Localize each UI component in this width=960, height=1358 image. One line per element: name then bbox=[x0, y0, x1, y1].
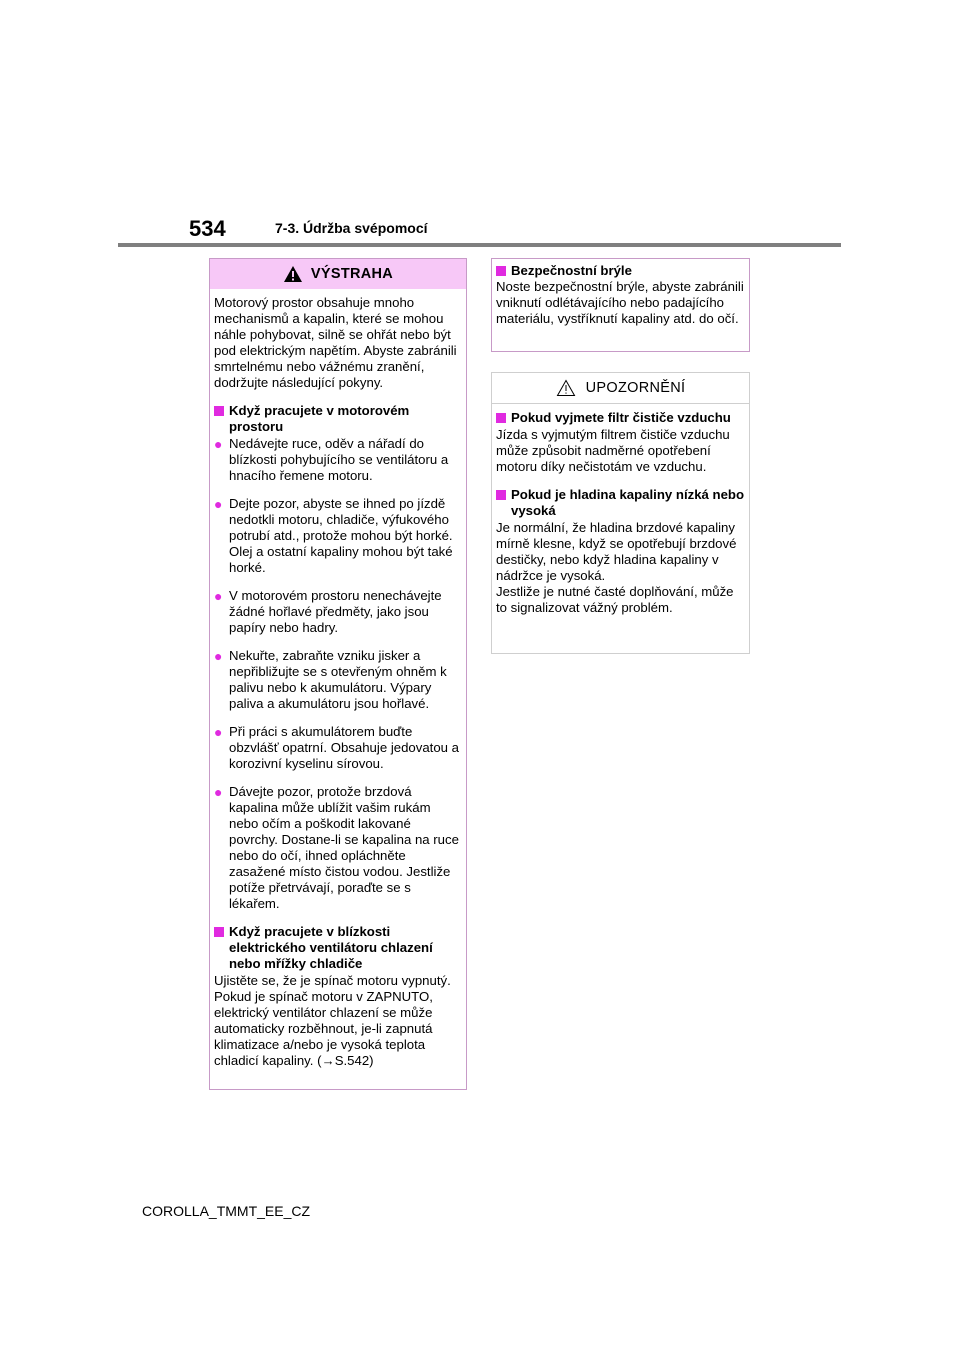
caution-body bbox=[492, 404, 749, 616]
warning-bullet: ● Při práci s akumulátorem buďte obzvlášť opatrní. Obsahuje jedovatou a korozivní kyselinu sírovou. bbox=[214, 724, 460, 771]
bullet-dot-icon: ● bbox=[214, 496, 223, 512]
caution-item-text: Jízda s vyjmutým filtrem čističe vzduchu může způsobit nadměrné opotřebení motoru díky nečistotám ve vzduchu. bbox=[496, 427, 730, 474]
bullet-dot-icon: ● bbox=[214, 784, 223, 800]
warning-body bbox=[210, 289, 466, 1069]
warning-section-heading: Když pracujete v motorovém prostoru bbox=[214, 403, 462, 435]
warning-bullet: ● Dejte pozor, abyste se ihned po jízdě nedotkli motoru, chladiče, výfukového potrubí atd., protože mohou být horké. Olej a ostatní kapaliny mohou být také horké. bbox=[214, 496, 453, 575]
warning-bullet: ● Dávejte pozor, protože brzdová kapalina může ublížit vašim rukám nebo očím a poškodit lakované povrchy. Dostane-li se kapalina na ruce nebo do očí, ihned opláchněte zasažené místo čistou vodou. Jestliže potíže přetrvávají, poraďte se s lékařem. bbox=[214, 784, 459, 911]
warning-section2-text: Ujistěte se, že je spínač motoru vypnutý. bbox=[214, 973, 451, 988]
warning-header bbox=[210, 259, 466, 289]
glasses-body bbox=[492, 259, 749, 327]
caution-box bbox=[491, 372, 750, 654]
warning-title: VÝSTRAHA bbox=[310, 266, 394, 282]
section-title: 7-3. Údržba svépomocí bbox=[275, 220, 428, 236]
glasses-box bbox=[491, 258, 750, 352]
caution-header bbox=[492, 373, 749, 404]
caution-title: UPOZORNĚNÍ bbox=[585, 380, 686, 396]
caution-item-heading: Pokud je hladina kapaliny nízká nebo vysoká bbox=[496, 487, 745, 519]
caution-item-text: Je normální, že hladina brzdové kapaliny mírně klesne, když se opotřebují brzdové destičky, nebo když hladina kapaliny v nádržce je vysoká. bbox=[496, 520, 737, 583]
document-code: COROLLA_TMMT_EE_CZ bbox=[142, 1203, 311, 1219]
glasses-heading: Bezpečnostní brýle bbox=[496, 263, 745, 279]
caution-item-text: Jestliže je nutné časté doplňování, může to signalizovat vážný problém. bbox=[496, 584, 734, 615]
warning-bullet: ● Nekuřte, zabraňte vzniku jisker a nepřibližujte se s otevřeným ohněm k palivu nebo k akumulátoru. Výpary paliva a akumulátoru jsou hořlavé. bbox=[214, 648, 447, 711]
square-bullet-icon bbox=[496, 490, 506, 500]
warning-bullet: ● Nedávejte ruce, oděv a nářadí do blízkosti pohybujícího se ventilátoru a hnacího řemene motoru. bbox=[214, 436, 449, 483]
warning-box bbox=[209, 258, 467, 1090]
page-number: 534 bbox=[189, 216, 226, 241]
bullet-dot-icon: ● bbox=[214, 588, 223, 604]
square-bullet-icon bbox=[214, 927, 224, 937]
warning-triangle-icon bbox=[283, 265, 303, 283]
square-bullet-icon bbox=[496, 413, 506, 423]
bullet-dot-icon: ● bbox=[214, 436, 223, 452]
square-bullet-icon bbox=[214, 406, 224, 416]
caution-item-heading: Pokud vyjmete filtr čističe vzduchu bbox=[496, 410, 745, 426]
square-bullet-icon bbox=[496, 266, 506, 276]
glasses-text: Noste bezpečnostní brýle, abyste zabránili vniknutí odlétávajícího nebo padajícího materiálu, vystříknutí kapaliny atd. do očí. bbox=[496, 279, 744, 326]
bullet-dot-icon: ● bbox=[214, 724, 223, 740]
caution-triangle-icon bbox=[556, 379, 576, 397]
warning-bullet: ● V motorovém prostoru nenechávejte žádné hořlavé předměty, jako jsou papíry nebo hadry. bbox=[214, 588, 442, 635]
header-divider bbox=[118, 243, 841, 247]
bullet-dot-icon: ● bbox=[214, 648, 223, 664]
warning-section2-text: Pokud je spínač motoru v ZAPNUTO, elektrický ventilátor chlazení se může automaticky rozběhnout, je-li zapnutá klimatizace a/nebo je vysoká teplota chladicí kapaliny. (→S.542) bbox=[214, 989, 433, 1068]
warning-intro: Motorový prostor obsahuje mnoho mechanismů a kapalin, které se mohou náhle pohybovat, silně se ohřát nebo být pod elektrickým napětím. Abyste zabránili smrtelnému nebo vážnému zranění, dodržujte následující pokyny. bbox=[214, 295, 457, 390]
warning-section-heading: Když pracujete v blízkosti elektrického ventilátoru chlazení nebo mřížky chladiče bbox=[214, 924, 462, 972]
